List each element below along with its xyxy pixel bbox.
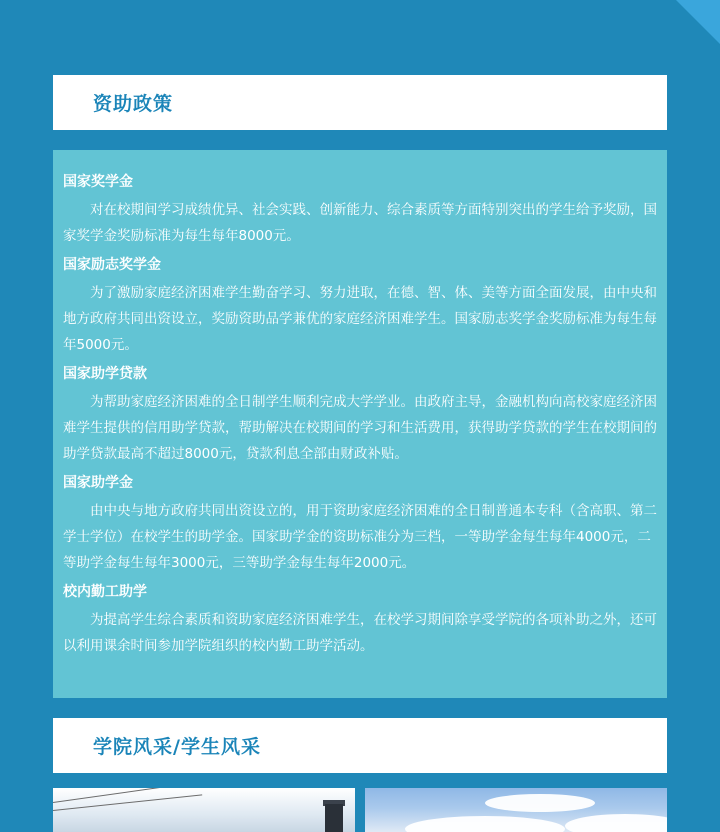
policy-body: 为帮助家庭经济困难的全日制学生顺利完成大学学业。由政府主导，金融机构向高校家庭经济困难学生提供的信用助学贷款，帮助解决在校期间的学习和生活费用，获得助学贷款的学生在校期间的助学贷款最高不超过8000元，贷款利息全部由财政补贴。 — [63, 394, 657, 462]
policy-item-national-scholarship — [63, 170, 657, 249]
policy-body: 对在校期间学习成绩优异、社会实践、创新能力、综合素质等方面特别突出的学生给予奖励，国家奖学金奖励标准为每生每年8000元。 — [63, 202, 657, 244]
policy-item-national-grant — [63, 471, 657, 576]
policy-panel — [53, 150, 667, 698]
campus-photo-right[interactable] — [365, 788, 667, 832]
policy-item-work-study — [63, 580, 657, 659]
policy-title: 校内勤工助学 — [63, 584, 147, 600]
power-line — [53, 788, 172, 803]
policy-title: 国家励志奖学金 — [63, 257, 161, 273]
policy-title: 国家奖学金 — [63, 174, 133, 190]
campus-section-title: 学院风采/学生风采 — [93, 736, 261, 758]
policy-body: 为了激励家庭经济困难学生勤奋学习、努力进取，在德、智、体、美等方面全面发展，由中央和地方政府共同出资设立，奖励资助品学兼优的家庭经济困难学生。国家励志奖学金奖励标准为每生每年5000元。 — [63, 285, 657, 353]
tower — [325, 804, 343, 832]
power-line — [53, 794, 202, 811]
policy-body: 为提高学生综合素质和资助家庭经济困难学生，在校学习期间除享受学院的各项补助之外，还可以利用课余时间参加学院组织的校内勤工助学活动。 — [63, 612, 657, 654]
policy-title: 国家助学贷款 — [63, 366, 147, 382]
policy-body: 由中央与地方政府共同出资设立的，用于资助家庭经济困难的全日制普通本专科（含高职、第二学士学位）在校学生的助学金。国家助学金的资助标准分为三档，一等助学金每生每年4000元，二等助学金每生每年3000元，三等助学金每生每年2000元。 — [63, 503, 657, 571]
policy-title: 国家助学金 — [63, 475, 133, 491]
corner-decoration — [676, 0, 720, 44]
policy-section-header — [53, 75, 667, 130]
policy-section-title: 资助政策 — [93, 93, 174, 115]
policy-item-student-loan — [63, 362, 657, 467]
campus-section-header — [53, 718, 667, 773]
campus-photo-left[interactable] — [53, 788, 355, 832]
policy-item-inspirational-scholarship — [63, 253, 657, 358]
cloud — [485, 794, 595, 812]
cloud — [405, 816, 565, 832]
cloud — [565, 814, 667, 832]
